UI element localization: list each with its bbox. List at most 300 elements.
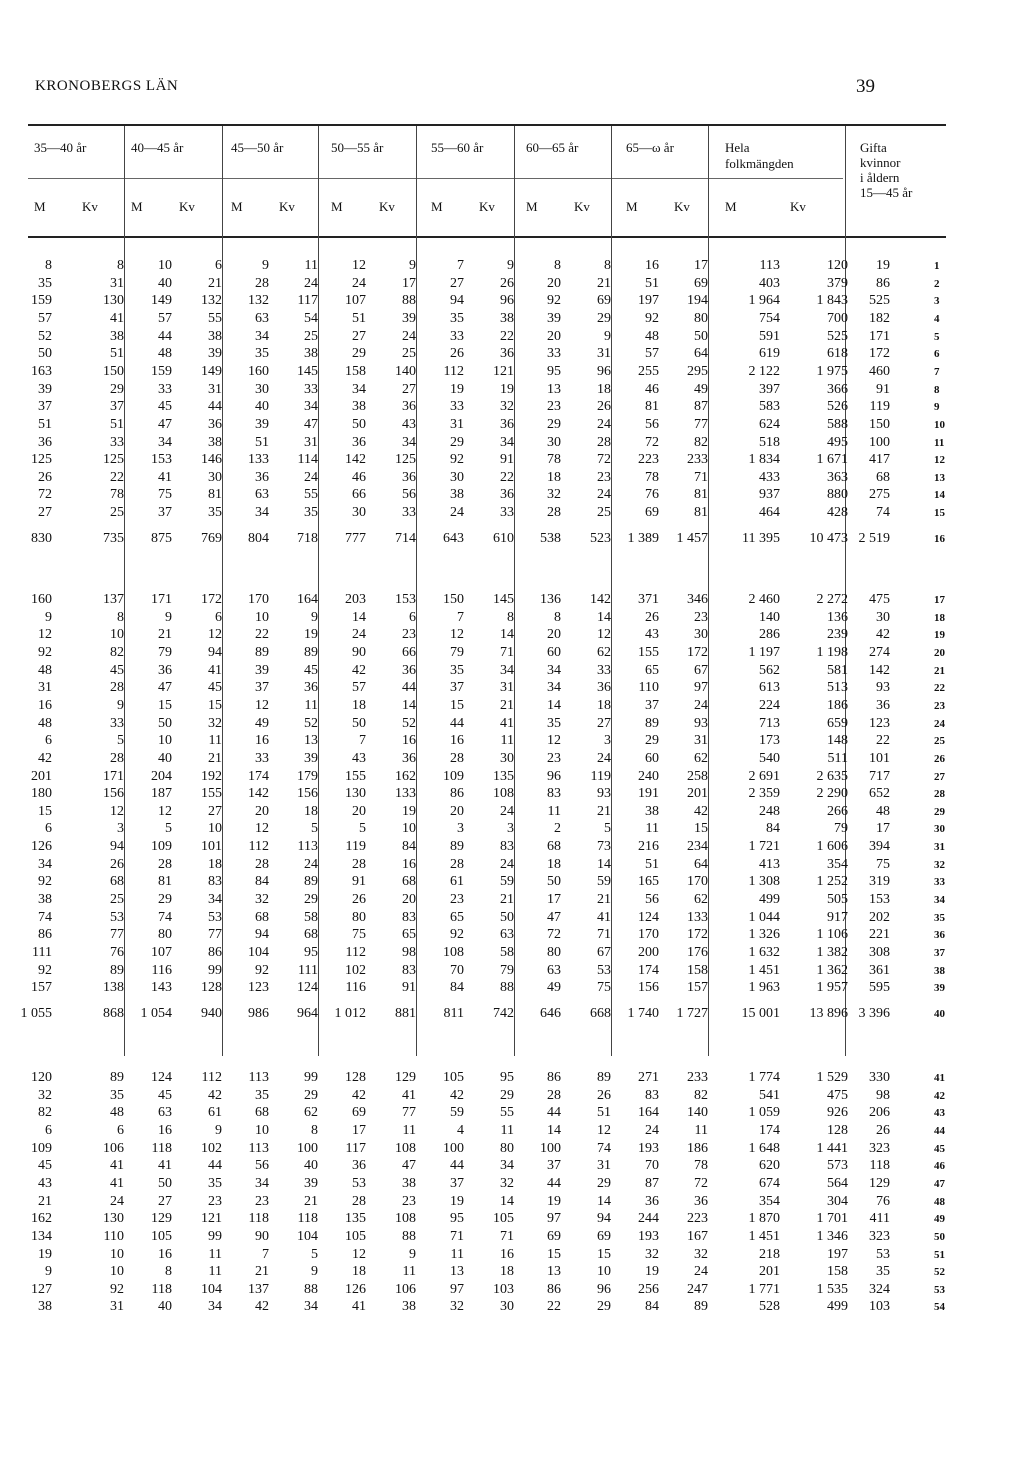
table-cell: 77	[110, 927, 124, 943]
table-cell: 12	[38, 627, 52, 643]
table-cell: 11	[402, 1264, 416, 1280]
table-cell: 754	[759, 310, 780, 326]
table-cell: 14	[500, 627, 514, 643]
table-cell: 9	[311, 609, 318, 625]
table-cell: 15	[158, 697, 172, 713]
table-cell: 1 441	[816, 1140, 848, 1156]
table-cell: 28	[110, 680, 124, 696]
table-cell: 28	[547, 1087, 561, 1103]
table-cell: 106	[103, 1140, 124, 1156]
table-cell: 32	[694, 1246, 708, 1262]
table-cell: 2 290	[816, 786, 848, 802]
table-cell: 112	[201, 1070, 222, 1085]
table-cell: 128	[345, 1070, 366, 1085]
table-cell: 30	[450, 469, 464, 485]
table-cell: 22	[500, 328, 514, 344]
row-number: 17	[934, 594, 945, 606]
table-cell: 36	[402, 399, 416, 415]
table-cell: 156	[103, 786, 124, 802]
table-cell: 86	[38, 927, 52, 943]
table-total-cell: 1 012	[334, 1005, 366, 1021]
table-cell: 16	[645, 258, 659, 273]
table-cell: 33	[547, 346, 561, 362]
table-cell: 109	[443, 768, 464, 784]
table-cell: 171	[103, 768, 124, 784]
table-cell: 84	[766, 821, 780, 837]
table-cell: 47	[158, 680, 172, 696]
row-number: 10	[934, 418, 945, 431]
table-cell: 2 460	[748, 592, 780, 607]
table-cell: 8	[507, 609, 514, 625]
table-cell: 33	[110, 434, 124, 450]
table-cell: 105	[493, 1211, 514, 1227]
table-cell: 659	[827, 715, 848, 731]
table-cell: 54	[304, 310, 318, 326]
table-cell: 1 671	[816, 452, 848, 468]
table-cell: 28	[255, 856, 269, 872]
table-cell: 26	[352, 892, 366, 908]
table-cell: 5	[359, 821, 366, 837]
table-cell: 32	[500, 399, 514, 415]
table-cell: 21	[158, 627, 172, 643]
table-cell: 40	[255, 399, 269, 415]
table-cell: 10	[110, 627, 124, 643]
table-cell: 155	[345, 768, 366, 784]
table-cell: 79	[834, 821, 848, 837]
table-cell: 379	[827, 275, 848, 291]
table-cell: 34	[500, 1158, 514, 1174]
table-cell: 25	[304, 328, 318, 344]
table-cell: 32	[645, 1246, 659, 1262]
table-cell: 56	[255, 1158, 269, 1174]
table-cell: 41	[402, 1087, 416, 1103]
table-cell: 19	[38, 1246, 52, 1262]
table-cell: 16	[158, 1246, 172, 1262]
table-cell: 40	[158, 750, 172, 766]
table-cell: 59	[597, 874, 611, 890]
table-cell: 44	[208, 1158, 222, 1174]
table-cell: 15	[38, 803, 52, 819]
age-group-header: 55—60 år	[431, 140, 484, 155]
table-cell: 32	[450, 1299, 464, 1315]
table-total-cell: 15 001	[741, 1005, 780, 1021]
table-cell: 100	[540, 1140, 561, 1156]
gifta-kvinnor-header: Gifta	[860, 140, 887, 155]
table-cell: 174	[638, 962, 659, 978]
table-cell: 66	[402, 644, 416, 660]
header-m: M	[331, 199, 343, 214]
table-cell: 84	[402, 839, 416, 855]
table-cell: 133	[248, 452, 269, 468]
table-cell: 8	[554, 609, 561, 625]
table-cell: 266	[827, 803, 848, 819]
row-number: 53	[934, 1283, 945, 1296]
table-cell: 200	[638, 945, 659, 960]
table-cell: 12	[352, 1246, 366, 1262]
table-cell: 1 346	[816, 1228, 848, 1244]
table-cell: 50	[352, 715, 366, 731]
table-cell: 89	[694, 1299, 708, 1315]
table-cell: 146	[201, 452, 222, 468]
table-cell: 22	[876, 733, 890, 749]
table-cell: 24	[597, 416, 611, 432]
table-cell: 9	[507, 258, 514, 273]
table-cell: 79	[450, 644, 464, 660]
table-cell: 541	[759, 1087, 780, 1103]
table-cell: 33	[304, 381, 318, 397]
table-cell: 1 834	[748, 452, 780, 468]
table-cell: 23	[208, 1193, 222, 1209]
row-number: 23	[934, 699, 945, 712]
table-cell: 126	[345, 1281, 366, 1297]
table-cell: 1 774	[748, 1070, 780, 1085]
table-cell: 35	[208, 505, 222, 521]
table-cell: 21	[208, 750, 222, 766]
table-cell: 27	[597, 715, 611, 731]
table-cell: 34	[304, 1299, 318, 1315]
row-number: 37	[934, 947, 945, 959]
table-cell: 36	[694, 1193, 708, 1209]
table-cell: 50	[38, 346, 52, 362]
table-cell: 112	[248, 839, 269, 855]
table-cell: 81	[694, 487, 708, 503]
table-cell: 71	[500, 1228, 514, 1244]
table-cell: 57	[158, 310, 172, 326]
table-cell: 201	[687, 786, 708, 802]
table-cell: 105	[345, 1228, 366, 1244]
table-cell: 87	[694, 399, 708, 415]
row-number: 12	[934, 454, 945, 467]
table-total-cell: 714	[395, 530, 416, 546]
table-cell: 36	[352, 1158, 366, 1174]
table-cell: 45	[38, 1158, 52, 1174]
table-cell: 573	[827, 1158, 848, 1174]
table-cell: 86	[547, 1070, 561, 1085]
table-cell: 187	[151, 786, 172, 802]
table-cell: 8	[45, 258, 52, 273]
group-header-rule	[28, 178, 843, 179]
table-cell: 27	[38, 505, 52, 521]
table-cell: 1 308	[748, 874, 780, 890]
table-cell: 83	[208, 874, 222, 890]
table-cell: 1 964	[748, 293, 780, 309]
table-cell: 29	[304, 892, 318, 908]
table-cell: 132	[248, 293, 269, 309]
table-total-cell: 881	[395, 1005, 416, 1021]
table-cell: 1 197	[748, 644, 780, 660]
table-cell: 86	[450, 786, 464, 802]
header-kv: Kv	[82, 199, 98, 214]
table-cell: 18	[547, 856, 561, 872]
table-cell: 75	[876, 856, 890, 872]
table-cell: 20	[547, 275, 561, 291]
table-cell: 182	[869, 310, 890, 326]
table-cell: 71	[597, 927, 611, 943]
table-cell: 34	[500, 662, 514, 678]
table-cell: 158	[687, 962, 708, 978]
table-cell: 106	[395, 1281, 416, 1297]
table-cell: 371	[638, 592, 659, 607]
table-cell: 51	[645, 856, 659, 872]
table-total-cell: 875	[151, 530, 172, 546]
table-cell: 38	[208, 328, 222, 344]
table-total-cell: 1 389	[627, 530, 659, 546]
table-cell: 31	[597, 346, 611, 362]
table-cell: 403	[759, 275, 780, 291]
table-cell: 143	[151, 980, 172, 996]
table-cell: 170	[638, 927, 659, 943]
table-cell: 82	[110, 644, 124, 660]
table-cell: 186	[687, 1140, 708, 1156]
table-cell: 35	[255, 346, 269, 362]
table-cell: 20	[547, 328, 561, 344]
table-cell: 38	[450, 487, 464, 503]
table-total-cell: 668	[590, 1005, 611, 1021]
header-kv: Kv	[674, 199, 690, 214]
table-cell: 13	[304, 733, 318, 749]
table-total-cell: 804	[248, 530, 269, 546]
table-cell: 119	[345, 839, 366, 855]
table-cell: 64	[694, 856, 708, 872]
table-cell: 86	[547, 1281, 561, 1297]
table-cell: 1 198	[816, 644, 848, 660]
table-total-cell: 10 473	[809, 530, 848, 546]
table-cell: 34	[402, 434, 416, 450]
row-number: 19	[934, 629, 945, 642]
table-cell: 36	[158, 662, 172, 678]
table-cell: 124	[297, 980, 318, 996]
table-cell: 71	[500, 644, 514, 660]
table-total-cell: 523	[590, 530, 611, 546]
table-cell: 113	[248, 1070, 269, 1085]
table-cell: 203	[345, 592, 366, 607]
table-cell: 41	[500, 715, 514, 731]
table-cell: 39	[304, 1175, 318, 1191]
table-cell: 15	[450, 697, 464, 713]
table-cell: 36	[304, 680, 318, 696]
table-cell: 613	[759, 680, 780, 696]
table-cell: 8	[117, 609, 124, 625]
table-cell: 25	[110, 505, 124, 521]
table-cell: 24	[402, 328, 416, 344]
table-cell: 223	[638, 452, 659, 468]
table-cell: 1 975	[816, 363, 848, 379]
table-cell: 475	[869, 592, 890, 607]
table-cell: 88	[304, 1281, 318, 1297]
table-cell: 17	[547, 892, 561, 908]
table-cell: 36	[38, 434, 52, 450]
table-cell: 172	[201, 592, 222, 607]
table-total-cell: 610	[493, 530, 514, 546]
table-total-cell: 769	[201, 530, 222, 546]
table-cell: 525	[869, 293, 890, 309]
table-cell: 78	[645, 469, 659, 485]
table-cell: 28	[450, 856, 464, 872]
table-cell: 2 272	[816, 592, 848, 607]
table-cell: 38	[352, 399, 366, 415]
table-cell: 50	[158, 715, 172, 731]
table-cell: 111	[32, 945, 52, 960]
table-cell: 29	[304, 1087, 318, 1103]
table-cell: 22	[255, 627, 269, 643]
table-cell: 63	[500, 927, 514, 943]
table-cell: 80	[158, 927, 172, 943]
table-cell: 24	[110, 1193, 124, 1209]
table-cell: 33	[450, 328, 464, 344]
table-cell: 92	[38, 874, 52, 890]
table-cell: 47	[547, 909, 561, 925]
row-number: 25	[934, 735, 945, 748]
table-cell: 84	[645, 1299, 659, 1315]
page-number: 39	[856, 76, 875, 97]
table-cell: 98	[876, 1087, 890, 1103]
table-cell: 105	[151, 1228, 172, 1244]
table-cell: 464	[759, 505, 780, 521]
table-cell: 162	[395, 768, 416, 784]
table-cell: 41	[158, 1158, 172, 1174]
table-cell: 26	[450, 346, 464, 362]
header-m: M	[725, 199, 737, 214]
row-number: 20	[934, 646, 945, 659]
table-cell: 31	[304, 434, 318, 450]
table-cell: 129	[395, 1070, 416, 1085]
table-cell: 619	[759, 346, 780, 362]
table-cell: 153	[869, 892, 890, 908]
table-cell: 34	[255, 328, 269, 344]
table-cell: 12	[597, 627, 611, 643]
table-cell: 206	[869, 1105, 890, 1121]
table-cell: 14	[597, 856, 611, 872]
row-number: 49	[934, 1213, 945, 1226]
table-cell: 14	[547, 1122, 561, 1138]
row-number: 22	[934, 682, 945, 695]
table-cell: 92	[450, 927, 464, 943]
table-cell: 52	[38, 328, 52, 344]
table-cell: 18	[352, 1264, 366, 1280]
table-cell: 42	[450, 1087, 464, 1103]
table-cell: 12	[255, 821, 269, 837]
table-cell: 13	[547, 381, 561, 397]
table-cell: 160	[248, 363, 269, 379]
table-cell: 48	[110, 1105, 124, 1121]
table-cell: 39	[208, 346, 222, 362]
table-cell: 38	[110, 328, 124, 344]
table-cell: 5	[117, 733, 124, 749]
table-cell: 142	[590, 592, 611, 607]
table-cell: 118	[151, 1281, 172, 1297]
table-cell: 29	[158, 892, 172, 908]
table-cell: 41	[352, 1299, 366, 1315]
table-cell: 39	[38, 381, 52, 397]
table-cell: 48	[876, 803, 890, 819]
table-cell: 14	[547, 697, 561, 713]
table-cell: 24	[694, 697, 708, 713]
table-cell: 179	[297, 768, 318, 784]
table-cell: 1 843	[816, 293, 848, 309]
table-cell: 1 059	[748, 1105, 780, 1121]
table-cell: 244	[638, 1211, 659, 1227]
table-cell: 133	[395, 786, 416, 802]
table-cell: 103	[493, 1281, 514, 1297]
table-cell: 7	[262, 1246, 269, 1262]
table-cell: 35	[208, 1175, 222, 1191]
table-cell: 20	[402, 892, 416, 908]
table-cell: 51	[645, 275, 659, 291]
table-cell: 19	[450, 381, 464, 397]
table-cell: 41	[597, 909, 611, 925]
table-cell: 72	[547, 927, 561, 943]
table-cell: 75	[597, 980, 611, 996]
table-cell: 193	[638, 1140, 659, 1156]
table-cell: 1 957	[816, 980, 848, 996]
table-cell: 47	[402, 1158, 416, 1174]
table-cell: 3	[507, 821, 514, 837]
table-cell: 71	[450, 1228, 464, 1244]
table-cell: 94	[597, 1211, 611, 1227]
table-cell: 10	[110, 1264, 124, 1280]
table-cell: 15	[547, 1246, 561, 1262]
table-cell: 526	[827, 399, 848, 415]
table-cell: 21	[597, 275, 611, 291]
table-cell: 221	[869, 927, 890, 943]
table-cell: 83	[500, 839, 514, 855]
table-cell: 3	[457, 821, 464, 837]
table-cell: 34	[547, 680, 561, 696]
table-cell: 18	[208, 856, 222, 872]
table-cell: 22	[110, 469, 124, 485]
table-cell: 588	[827, 416, 848, 432]
table-cell: 91	[500, 452, 514, 468]
table-cell: 224	[759, 697, 780, 713]
table-cell: 34	[255, 505, 269, 521]
table-cell: 116	[345, 980, 366, 996]
table-cell: 80	[500, 1140, 514, 1156]
table-cell: 25	[402, 346, 416, 362]
table-cell: 1 252	[816, 874, 848, 890]
table-cell: 12	[158, 803, 172, 819]
table-cell: 36	[402, 662, 416, 678]
table-cell: 39	[402, 310, 416, 326]
table-cell: 31	[110, 275, 124, 291]
table-cell: 68	[547, 839, 561, 855]
table-cell: 505	[827, 892, 848, 908]
table-cell: 618	[827, 346, 848, 362]
table-total-cell: 646	[540, 1005, 561, 1021]
table-cell: 10	[208, 821, 222, 837]
table-cell: 65	[402, 927, 416, 943]
table-cell: 411	[869, 1211, 890, 1227]
table-cell: 78	[547, 452, 561, 468]
table-cell: 717	[869, 768, 890, 784]
table-cell: 63	[255, 487, 269, 503]
table-cell: 107	[345, 293, 366, 309]
table-cell: 28	[547, 505, 561, 521]
table-cell: 29	[645, 733, 659, 749]
table-cell: 45	[208, 680, 222, 696]
table-cell: 36	[500, 346, 514, 362]
table-cell: 33	[450, 399, 464, 415]
table-cell: 21	[255, 1264, 269, 1280]
table-cell: 29	[500, 1087, 514, 1103]
table-cell: 33	[597, 662, 611, 678]
table-cell: 9	[215, 1122, 222, 1138]
table-cell: 19	[547, 1193, 561, 1209]
table-cell: 19	[500, 381, 514, 397]
table-cell: 125	[395, 452, 416, 468]
table-cell: 140	[687, 1105, 708, 1121]
table-cell: 44	[450, 1158, 464, 1174]
table-cell: 13	[547, 1264, 561, 1280]
